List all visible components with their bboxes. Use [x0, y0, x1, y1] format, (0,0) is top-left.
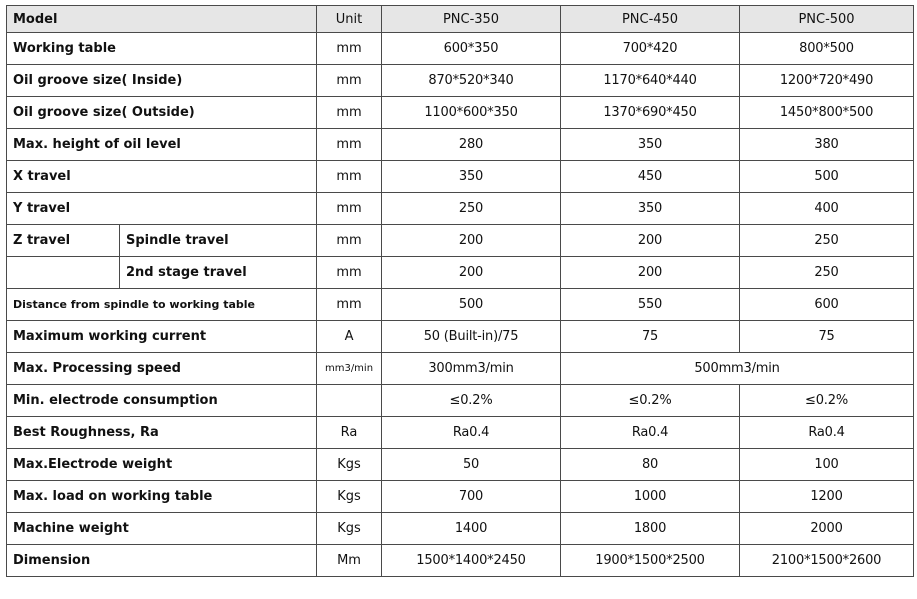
- cell-value: 75: [561, 321, 740, 353]
- cell-value: 350: [561, 129, 740, 161]
- row-label: Dimension: [7, 545, 317, 577]
- cell-value: 2100*1500*2600: [740, 545, 914, 577]
- row-label: Working table: [7, 33, 317, 65]
- row-unit: mm: [317, 129, 382, 161]
- row-electrode-consumption: [7, 385, 914, 417]
- cell-value: 500: [740, 161, 914, 193]
- row-label: Max. height of oil level: [7, 129, 317, 161]
- row-sublabel: 2nd stage travel: [120, 257, 317, 289]
- row-z-travel-2nd-stage: [7, 257, 914, 289]
- row-label: Y travel: [7, 193, 317, 225]
- header-unit: Unit: [317, 6, 382, 33]
- row-label: Max.Electrode weight: [7, 449, 317, 481]
- cell-value: 200: [561, 257, 740, 289]
- cell-value: 50 (Built-in)/75: [382, 321, 561, 353]
- row-roughness: [7, 417, 914, 449]
- row-label: Z travel: [7, 225, 120, 257]
- row-unit: mm: [317, 257, 382, 289]
- row-label: Machine weight: [7, 513, 317, 545]
- cell-value: 100: [740, 449, 914, 481]
- cell-value: 1370*690*450: [561, 97, 740, 129]
- cell-value: 380: [740, 129, 914, 161]
- cell-value: 200: [561, 225, 740, 257]
- empty-cell: [7, 257, 120, 289]
- row-unit: mm: [317, 289, 382, 321]
- cell-value: 280: [382, 129, 561, 161]
- cell-value: 1100*600*350: [382, 97, 561, 129]
- cell-value: 50: [382, 449, 561, 481]
- row-label: Max. load on working table: [7, 481, 317, 513]
- row-unit: mm: [317, 65, 382, 97]
- row-max-current: [7, 321, 914, 353]
- cell-value: ≤0.2%: [561, 385, 740, 417]
- row-label: Oil groove size( Outside): [7, 97, 317, 129]
- cell-value: 80: [561, 449, 740, 481]
- row-y-travel: [7, 193, 914, 225]
- cell-value: 600: [740, 289, 914, 321]
- row-unit: Kgs: [317, 449, 382, 481]
- cell-value: ≤0.2%: [740, 385, 914, 417]
- cell-value: 400: [740, 193, 914, 225]
- header-model-1: PNC-350: [382, 6, 561, 33]
- cell-value: 500mm3/min: [561, 353, 914, 385]
- row-processing-speed: [7, 353, 914, 385]
- row-unit: Kgs: [317, 481, 382, 513]
- row-unit: Kgs: [317, 513, 382, 545]
- row-label: Max. Processing speed: [7, 353, 317, 385]
- header-model-2: PNC-450: [561, 6, 740, 33]
- cell-value: 1800: [561, 513, 740, 545]
- cell-value: 1500*1400*2450: [382, 545, 561, 577]
- cell-value: 350: [382, 161, 561, 193]
- row-dimension: [7, 545, 914, 577]
- cell-value: 1000: [561, 481, 740, 513]
- row-unit: mm3/min: [317, 353, 382, 385]
- row-label: Best Roughness, Ra: [7, 417, 317, 449]
- header-model: Model: [7, 6, 317, 33]
- row-oil-groove-inside: [7, 65, 914, 97]
- row-unit: mm: [317, 161, 382, 193]
- cell-value: 1200*720*490: [740, 65, 914, 97]
- row-unit: [317, 385, 382, 417]
- row-unit: Mm: [317, 545, 382, 577]
- row-z-travel-spindle: [7, 225, 914, 257]
- row-unit: mm: [317, 33, 382, 65]
- cell-value: 1900*1500*2500: [561, 545, 740, 577]
- row-spindle-distance: [7, 289, 914, 321]
- cell-value: 75: [740, 321, 914, 353]
- cell-value: 2000: [740, 513, 914, 545]
- row-electrode-weight: [7, 449, 914, 481]
- row-unit: Ra: [317, 417, 382, 449]
- cell-value: 1450*800*500: [740, 97, 914, 129]
- cell-value: 200: [382, 225, 561, 257]
- row-label: X travel: [7, 161, 317, 193]
- row-label: Maximum working current: [7, 321, 317, 353]
- row-unit: mm: [317, 193, 382, 225]
- row-unit: mm: [317, 97, 382, 129]
- row-label: Distance from spindle to working table: [7, 289, 317, 321]
- row-x-travel: [7, 161, 914, 193]
- row-label: Oil groove size( Inside): [7, 65, 317, 97]
- row-max-oil-level: [7, 129, 914, 161]
- cell-value: 700*420: [561, 33, 740, 65]
- row-machine-weight: [7, 513, 914, 545]
- cell-value: 800*500: [740, 33, 914, 65]
- header-model-3: PNC-500: [740, 6, 914, 33]
- cell-value: ≤0.2%: [382, 385, 561, 417]
- row-oil-groove-outside: [7, 97, 914, 129]
- row-unit: A: [317, 321, 382, 353]
- cell-value: 1200: [740, 481, 914, 513]
- cell-value: 870*520*340: [382, 65, 561, 97]
- cell-value: 600*350: [382, 33, 561, 65]
- cell-value: Ra0.4: [382, 417, 561, 449]
- cell-value: 1170*640*440: [561, 65, 740, 97]
- cell-value: 250: [740, 225, 914, 257]
- row-working-table: [7, 33, 914, 65]
- cell-value: 1400: [382, 513, 561, 545]
- cell-value: 250: [382, 193, 561, 225]
- row-sublabel: Spindle travel: [120, 225, 317, 257]
- cell-value: Ra0.4: [561, 417, 740, 449]
- spec-table: [6, 5, 914, 577]
- header-row: [7, 6, 914, 33]
- cell-value: 350: [561, 193, 740, 225]
- cell-value: 700: [382, 481, 561, 513]
- cell-value: 300mm3/min: [382, 353, 561, 385]
- cell-value: 200: [382, 257, 561, 289]
- cell-value: 450: [561, 161, 740, 193]
- cell-value: Ra0.4: [740, 417, 914, 449]
- row-label: Min. electrode consumption: [7, 385, 317, 417]
- cell-value: 500: [382, 289, 561, 321]
- row-unit: mm: [317, 225, 382, 257]
- row-max-load: [7, 481, 914, 513]
- cell-value: 250: [740, 257, 914, 289]
- cell-value: 550: [561, 289, 740, 321]
